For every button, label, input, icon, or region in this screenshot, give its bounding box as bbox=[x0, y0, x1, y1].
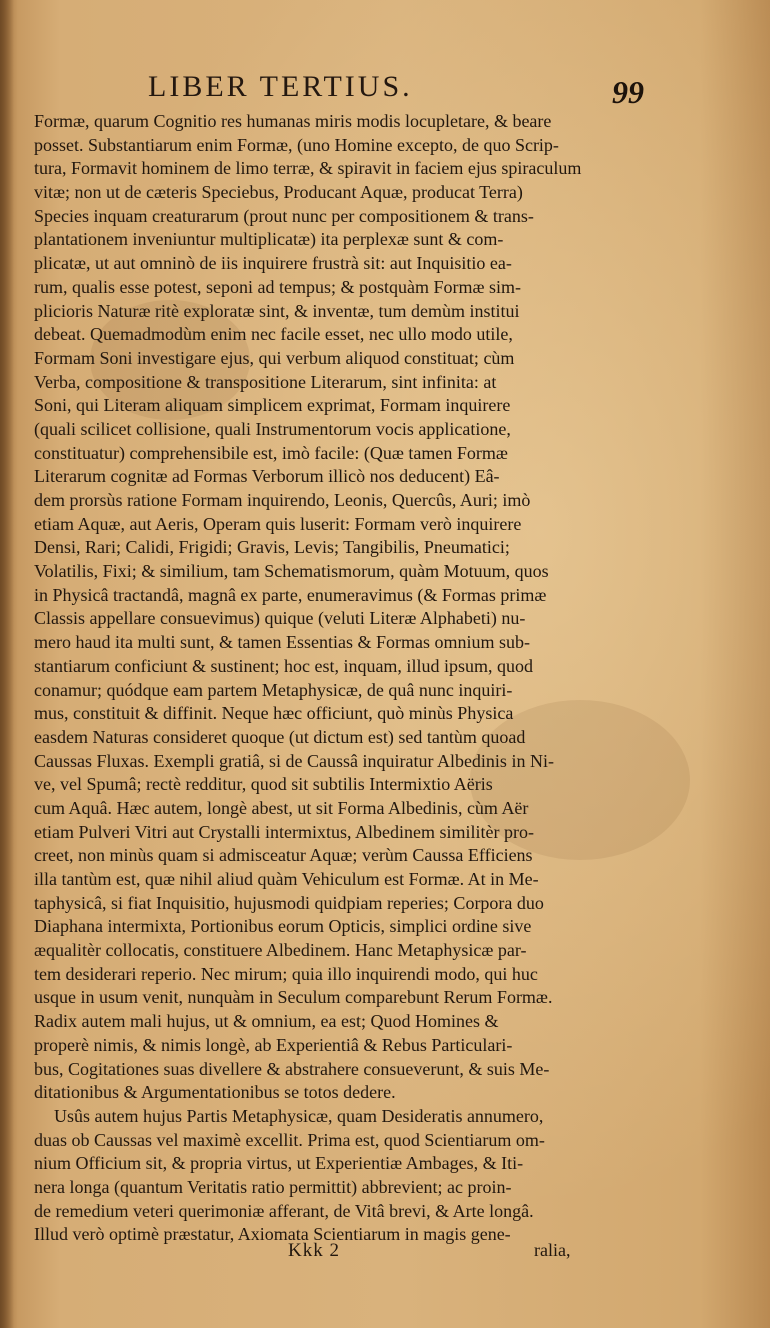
page-footer bbox=[0, 1240, 770, 1270]
text-line: stantiarum conficiunt & sustinent; hoc est, inquam, illud ipsum, quod bbox=[34, 655, 533, 676]
text-line: Species inquam creaturarum (prout nunc per compositionem & trans- bbox=[34, 205, 534, 226]
text-line: plantationem inveniuntur multiplicatæ) ita perplexæ sunt & com- bbox=[34, 229, 504, 250]
page-number: 99 bbox=[612, 74, 644, 110]
text-line: constituatur) comprehensibile est, imò facile: (Quæ tamen Formæ bbox=[34, 442, 508, 463]
text-line: tem desiderari reperio. Nec mirum; quia illo inquirendi modo, qui huc bbox=[34, 963, 538, 984]
text-line: Illud verò optimè præstatur, Axiomata Scientiarum in magis gene- bbox=[34, 1224, 511, 1245]
text-line: vitæ; non ut de cæteris Speciebus, Producant Aquæ, producat Terra) bbox=[34, 182, 523, 203]
signature-mark: Kkk 2 bbox=[288, 1240, 340, 1261]
text-line: Densi, Rari; Calidi, Frigidi; Gravis, Levis; Tangibilis, Pneumatici; bbox=[34, 537, 510, 558]
text-line: Formæ, quarum Cognitio res humanas miris modis locupletare, & beare bbox=[34, 111, 552, 131]
text-line: in Physicâ tractandâ, magnâ ex parte, enumeravimus (& Formas primæ bbox=[34, 584, 547, 605]
text-line: ve, vel Spumâ; rectè redditur, quod sit subtilis Intermixtio Aëris bbox=[34, 774, 493, 795]
text-line: rum, qualis esse potest, seponi ad tempus; & postquàm Formæ sim- bbox=[34, 276, 521, 297]
text-line: nera longa (quantum Veritatis ratio permittit) abbrevient; ac proin- bbox=[34, 1176, 512, 1197]
text-line: easdem Naturas consideret quoque (ut dictum est) sed tantùm quoad bbox=[34, 726, 526, 747]
text-line: posset. Substantiarum enim Formæ, (uno Homine excepto, de quo Scrip- bbox=[34, 134, 559, 155]
text-line: mus, constituit & diffinit. Neque hæc officiunt, quò minùs Physica bbox=[34, 703, 514, 724]
text-line: usque in usum venit, nunquàm in Seculum comparebunt Rerum Formæ. bbox=[34, 987, 553, 1008]
running-title: LIBER TERTIUS. bbox=[148, 70, 413, 103]
text-line: Radix autem mali hujus, ut & omnium, ea est; Quod Homines & bbox=[34, 1011, 499, 1032]
text-line: de remedium veteri querimoniæ afferant, de Vitâ brevi, & Arte longâ. bbox=[34, 1200, 534, 1221]
text-line: properè nimis, & nimis longè, ab Experientiâ & Rebus Particulari- bbox=[34, 1034, 513, 1055]
text-line: debeat. Quemadmodùm enim nec facile esset, nec ullo modo utile, bbox=[34, 324, 513, 345]
text-line: plicioris Naturæ ritè exploratæ sint, & inventæ, tum demùm institui bbox=[34, 300, 520, 321]
text-line: bus, Cogitationes suas divellere & abstrahere consueverunt, & suis Me- bbox=[34, 1058, 550, 1079]
text-line: Verba, compositione & transpositione Literarum, sint infinita: at bbox=[34, 371, 497, 392]
text-line: (quali scilicet collisione, quali Instrumentorum vocis applicatione, bbox=[34, 418, 511, 439]
text-line: Soni, qui Literam aliquam simplicem exprimat, Formam inquirere bbox=[34, 395, 511, 416]
text-line: creet, non minùs quam si admisceatur Aquæ; verùm Caussa Efficiens bbox=[34, 845, 533, 866]
body-text bbox=[34, 110, 590, 1247]
text-line: etiam Aquæ, aut Aeris, Operam quis luserit: Formam verò inquirere bbox=[34, 513, 522, 534]
text-line: illa tantùm est, quæ nihil aliud quàm Vehiculum est Formæ. At in Me- bbox=[34, 869, 539, 889]
text-line: dem prorsùs ratione Formam inquirendo, Leonis, Quercûs, Auri; imò bbox=[34, 490, 531, 510]
text-line: taphysicâ, si fiat Inquisitio, hujusmodi quidpiam reperies; Corpora duo bbox=[34, 892, 544, 913]
page-gutter-shadow bbox=[0, 0, 14, 1328]
text-line: Diaphana intermixta, Portionibus eorum Opticis, simplici ordine sive bbox=[34, 916, 532, 937]
text-line: plicatæ, ut aut omninò de iis inquirere frustrà sit: aut Inquisitio ea- bbox=[34, 253, 512, 274]
text-line: æqualitèr collocatis, constituere Albedinem. Hanc Metaphysicæ par- bbox=[34, 940, 527, 961]
catchword: ralia, bbox=[534, 1240, 571, 1260]
text-line: Usûs autem hujus Partis Metaphysicæ, quam Desideratis annumero, bbox=[54, 1105, 544, 1126]
text-line: duas ob Caussas vel maximè excellit. Prima est, quod Scientiarum om- bbox=[34, 1129, 545, 1150]
text-line: Formam Soni investigare ejus, qui verbum aliquod constituat; cùm bbox=[34, 347, 515, 368]
text-line: Caussas Fluxas. Exempli gratiâ, si de Caussâ inquiratur Albedinis in Ni- bbox=[34, 750, 554, 771]
text-line: cum Aquâ. Hæc autem, longè abest, ut sit Forma Albedinis, cùm Aër bbox=[34, 797, 529, 818]
text-line: tura, Formavit hominem de limo terræ, & spiravit in faciem ejus spiraculum bbox=[34, 158, 582, 179]
text-line: etiam Pulveri Vitri aut Crystalli intermixtus, Albedinem similitèr pro- bbox=[34, 821, 535, 842]
text-line: Volatilis, Fixi; & similium, tam Schematismorum, quàm Motuum, quos bbox=[34, 561, 549, 582]
text-line: mero haud ita multi sunt, & tamen Essentias & Formas omnium sub- bbox=[34, 632, 530, 653]
text-line: nium Officium sit, & propria virtus, ut Experientiæ Ambages, & Iti- bbox=[34, 1153, 524, 1174]
text-line: ditationibus & Argumentationibus se totos dedere. bbox=[34, 1082, 396, 1103]
text-line: conamur; quódque eam partem Metaphysicæ, de quâ nunc inquiri- bbox=[34, 679, 513, 700]
text-line: Classis appellare consuevimus) quique (veluti Literæ Alphabeti) nu- bbox=[34, 608, 526, 629]
text-line: Literarum cognitæ ad Formas Verborum illicò nos deducent) Eâ- bbox=[34, 466, 500, 487]
